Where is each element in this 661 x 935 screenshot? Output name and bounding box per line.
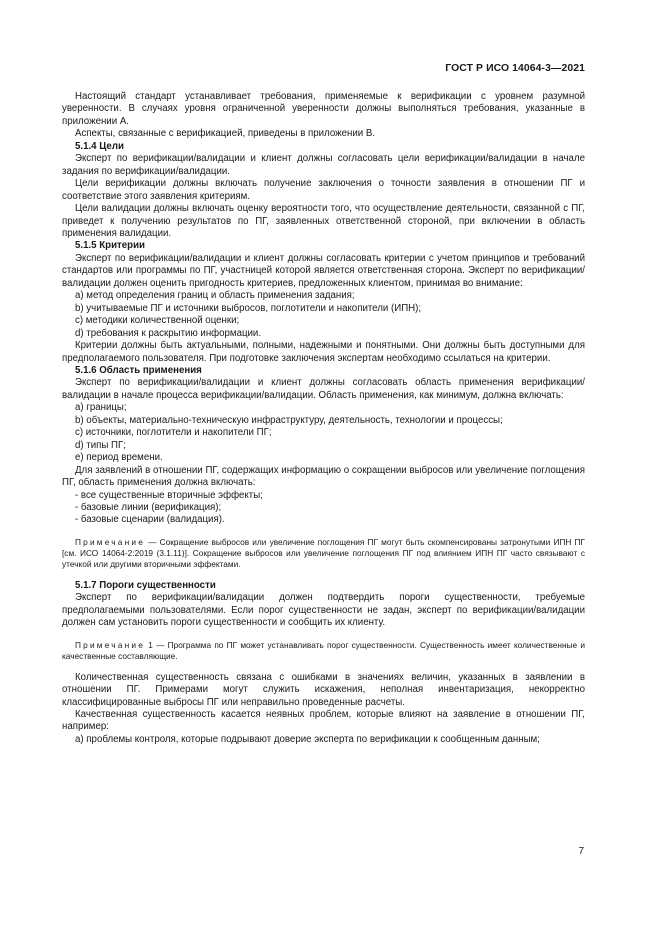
list-item: b) объекты, материально-техническую инфраструктуру, деятельность, технологии и процессы; xyxy=(75,414,503,426)
paragraph: Для заявлений в отношении ПГ, содержащих информацию о сокращении выбросов или увеличение поглощения ПГ, область применения должна включать: xyxy=(62,464,585,489)
paragraph: Качественная существенность касается неявных проблем, которые влияют на заявление в отношении ПГ, например: xyxy=(62,709,585,733)
paragraph: Критерии должны быть актуальными, полными, надежными и понятными. Они должны быть доступными для предполагаемого пользователя. При подготовке заключения экспертам необходимо ссылаться на критерии. xyxy=(62,340,585,364)
list-item: а) проблемы контроля, которые подрывают доверие эксперта по верификации к сообщенным данным; xyxy=(75,733,540,745)
list-item: b) учитываемые ПГ и источники выбросов, поглотители и накопители (ИПН); xyxy=(75,302,422,314)
paragraph: Цели верификации должны включать получение заключения о точности заявления в отношении ПГ и соответствие этого заявления критериям. xyxy=(62,178,585,202)
dash-list-item: - базовые сценарии (валидация). xyxy=(75,514,225,526)
paragraph: Настоящий стандарт устанавливает требования, применяемые к верификации с уровнем разумной уверенности. В случаях уровня ограниченной уверенности должны выполняться требования, указанные в приложении А. xyxy=(62,91,585,127)
list-item: d) требования к раскрытию информации. xyxy=(75,327,262,339)
section-heading-5-1-4: 5.1.4 Цели xyxy=(75,140,124,152)
list-item: с) источники, поглотители и накопители ПГ; xyxy=(75,427,272,439)
section-heading-5-1-7: 5.1.7 Пороги существенности xyxy=(75,579,216,591)
list-item: а) метод определения границ и область применения задания; xyxy=(75,290,355,302)
note-label: Примечание xyxy=(75,536,146,547)
note-text: 1 — Программа по ПГ может устанавливать порог существенности. Существенность имеет количественные и качественные составляющие. xyxy=(62,639,585,661)
paragraph: Эксперт по верификации/валидации и клиент должны согласовать критерии с учетом принципов и требований стандартов или программы по ПГ, участницей которой является ответственная сторона. Эксперт по верификации/валидации должен оценить пригодность критериев, предложенных клиентом, принимая во внимание: xyxy=(62,252,585,289)
dash-list-item: - базовые линии (верификация); xyxy=(75,501,222,513)
list-item: с) методики количественной оценки; xyxy=(75,315,240,327)
page-content xyxy=(62,91,585,746)
paragraph: Эксперт по верификации/валидации и клиент должны согласовать область применения верификации/валидации в начале процесса верификации/валидации. Область применения, как минимум, должна включать: xyxy=(62,377,585,401)
section-heading-5-1-6: 5.1.6 Область применения xyxy=(75,364,202,376)
note xyxy=(62,640,585,662)
paragraph: Количественная существенность связана с ошибками в значениях величин, указанных в заявлении в отношении ПГ. Примерами могут служить искажения, неполная инвентаризация, некорректно классифицированные выбросы ПГ или неправильно проведенные расчеты. xyxy=(62,671,585,708)
paragraph: Эксперт по верификации/валидации должен подтвердить пороги существенности, требуемые предполагаемыми пользователями. Если порог существенности не задан, эксперт по верификации/валидации должен сам установить пороги существенности и сообщить их клиенту. xyxy=(62,592,585,629)
list-item: е) период времени. xyxy=(75,452,163,464)
dash-list-item: - все существенные вторичные эффекты; xyxy=(75,489,263,501)
note xyxy=(62,537,585,570)
paragraph: Эксперт по верификации/валидации и клиент должны согласовать цели верификации/валидации в начале задания по верификации/валидации. xyxy=(62,153,585,177)
list-item: d) типы ПГ; xyxy=(75,439,126,451)
list-item: а) границы; xyxy=(75,402,127,414)
note-label: Примечание xyxy=(75,639,146,650)
paragraph: Аспекты, связанные с верификацией, приведены в приложении В. xyxy=(75,128,376,140)
paragraph: Цели валидации должны включать оценку вероятности того, что осуществление деятельности, связанной с ПГ, приведет к получению результатов по ПГ, заявленных ответственной стороной, при включении в область применения валидации. xyxy=(62,203,585,239)
document-header: ГОСТ Р ИСО 14064-3—2021 xyxy=(445,63,585,74)
section-heading-5-1-5: 5.1.5 Критерии xyxy=(75,240,145,252)
page-number: 7 xyxy=(578,846,584,857)
note-text: — Сокращение выбросов или увеличение поглощения ПГ могут быть скомпенсированы затронутыми ИПН ПГ [см. ИСО 14064-2:2019 (3.1.11)]. Сокращение выбросов или увеличение поглощения ПГ под влиянием ИПН ПГ часто связывают с утечкой или другими вторичными эффектами. xyxy=(62,536,585,569)
